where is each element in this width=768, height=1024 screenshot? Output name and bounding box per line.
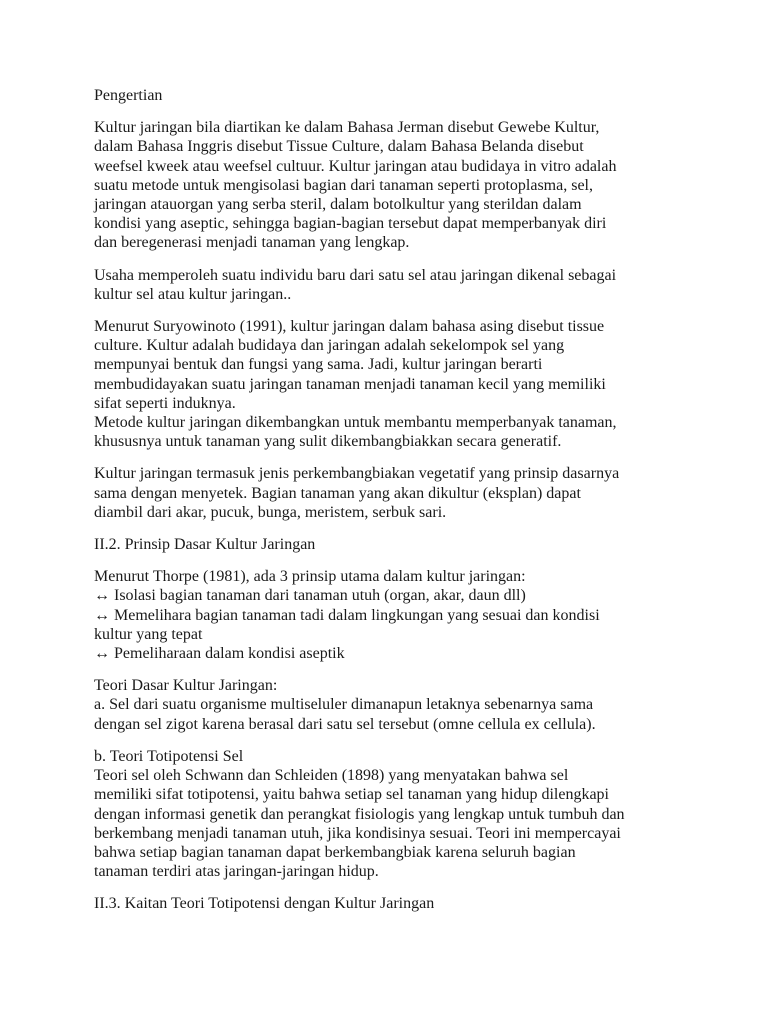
text-line: membudidayakan suatu jaringan tanaman menjadi tanaman kecil yang memiliki bbox=[94, 375, 606, 393]
paragraph-vegetatif bbox=[94, 464, 694, 522]
text-line: memiliki sifat totipotensi, yaitu bahwa setiap sel tanaman yang hidup dilengkapi bbox=[94, 786, 609, 804]
paragraph-thorpe bbox=[94, 567, 694, 663]
text-line: suatu metode untuk mengisolasi bagian dari tanaman seperti protoplasma, sel, bbox=[94, 176, 593, 194]
text-line: kultur sel atau kultur jaringan.. bbox=[94, 285, 292, 303]
text-line: Menurut Suryowinoto (1991), kultur jaringan dalam bahasa asing disebut tissue bbox=[94, 318, 605, 336]
text-line: culture. Kultur adalah budidaya dan jaringan adalah sekelompok sel yang bbox=[94, 337, 565, 355]
text-line: khususnya untuk tanaman yang sulit dikembangbiakkan secara generatif. bbox=[94, 433, 562, 451]
text-line: kondisi yang aseptic, sehingga bagian-bagian tersebut dapat memperbanyak diri bbox=[94, 215, 607, 233]
list-item: ↔ Isolasi bagian tanaman dari tanaman utuh (organ, akar, daun dll) bbox=[94, 587, 526, 605]
text-line: sifat seperti induknya. bbox=[94, 394, 236, 412]
text-line: dengan informasi genetik dan perangkat fisiologis yang lengkap untuk tumbuh dan bbox=[94, 805, 625, 823]
text-line: bahwa setiap bagian tanaman dapat berkembangbiak karena seluruh bagian bbox=[94, 843, 576, 861]
text-line: II.3. Kaitan Teori Totipotensi dengan Kultur Jaringan bbox=[94, 895, 435, 913]
paragraph-usaha bbox=[94, 266, 694, 304]
text-line: jaringan atauorgan yang serba steril, dalam botolkultur yang sterildan dalam bbox=[94, 196, 582, 214]
text-line: tanaman terdiri atas jaringan-jaringan hidup. bbox=[94, 863, 379, 881]
list-item: ↔ Memelihara bagian tanaman tadi dalam lingkungan yang sesuai dan kondisi bbox=[94, 606, 600, 624]
paragraph-suryowinoto bbox=[94, 317, 694, 451]
heading-kaitan-teori bbox=[94, 894, 694, 913]
text-line: a. Sel dari suatu organisme multiseluler dimanapun letaknya sebenarnya sama bbox=[94, 696, 594, 714]
text-line: Metode kultur jaringan dikembangkan untuk membantu memperbanyak tanaman, bbox=[94, 414, 617, 432]
paragraph-totipotensi bbox=[94, 747, 694, 881]
text-line: Teori sel oleh Schwann dan Schleiden (1898) yang menyatakan bahwa sel bbox=[94, 767, 569, 785]
text-line: II.2. Prinsip Dasar Kultur Jaringan bbox=[94, 536, 316, 554]
paragraph-definition bbox=[94, 118, 694, 252]
text-line: Kultur jaringan termasuk jenis perkembangbiakan vegetatif yang prinsip dasarnya bbox=[94, 465, 620, 483]
list-item: ↔ Pemeliharaan dalam kondisi aseptik bbox=[94, 645, 345, 663]
paragraph-teori-dasar bbox=[94, 676, 694, 734]
text-line: dalam Bahasa Inggris disebut Tissue Culture, dalam Bahasa Belanda disebut bbox=[94, 138, 584, 156]
text-line: weefsel kweek atau weefsel cultuur. Kultur jaringan atau budidaya in vitro adalah bbox=[94, 157, 617, 175]
text-line: Pengertian bbox=[94, 87, 163, 104]
text-line: diambil dari akar, pucuk, bunga, meristem, serbuk sari. bbox=[94, 503, 447, 521]
document-page bbox=[94, 86, 694, 927]
text-line: kultur yang tepat bbox=[94, 625, 203, 643]
text-line: Menurut Thorpe (1981), ada 3 prinsip utama dalam kultur jaringan: bbox=[94, 568, 526, 586]
text-line: mempunyai bentuk dan fungsi yang sama. Jadi, kultur jaringan berarti bbox=[94, 356, 543, 374]
text-line: sama dengan menyetek. Bagian tanaman yang akan dikultur (eksplan) dapat bbox=[94, 484, 581, 502]
heading-pengertian bbox=[94, 86, 694, 105]
heading-prinsip-dasar bbox=[94, 535, 694, 554]
text-line: dan beregenerasi menjadi tanaman yang lengkap. bbox=[94, 234, 410, 252]
text-line: Teori Dasar Kultur Jaringan: bbox=[94, 677, 278, 695]
text-line: b. Teori Totipotensi Sel bbox=[94, 747, 244, 765]
text-line: Kultur jaringan bila diartikan ke dalam Bahasa Jerman disebut Gewebe Kultur, bbox=[94, 119, 600, 137]
text-line: berkembang menjadi tanaman utuh, jika kondisinya sesuai. Teori ini mempercayai bbox=[94, 824, 621, 842]
text-line: Usaha memperoleh suatu individu baru dari satu sel atau jaringan dikenal sebagai bbox=[94, 266, 617, 284]
text-line: dengan sel zigot karena berasal dari satu sel tersebut (omne cellula ex cellula). bbox=[94, 715, 596, 733]
